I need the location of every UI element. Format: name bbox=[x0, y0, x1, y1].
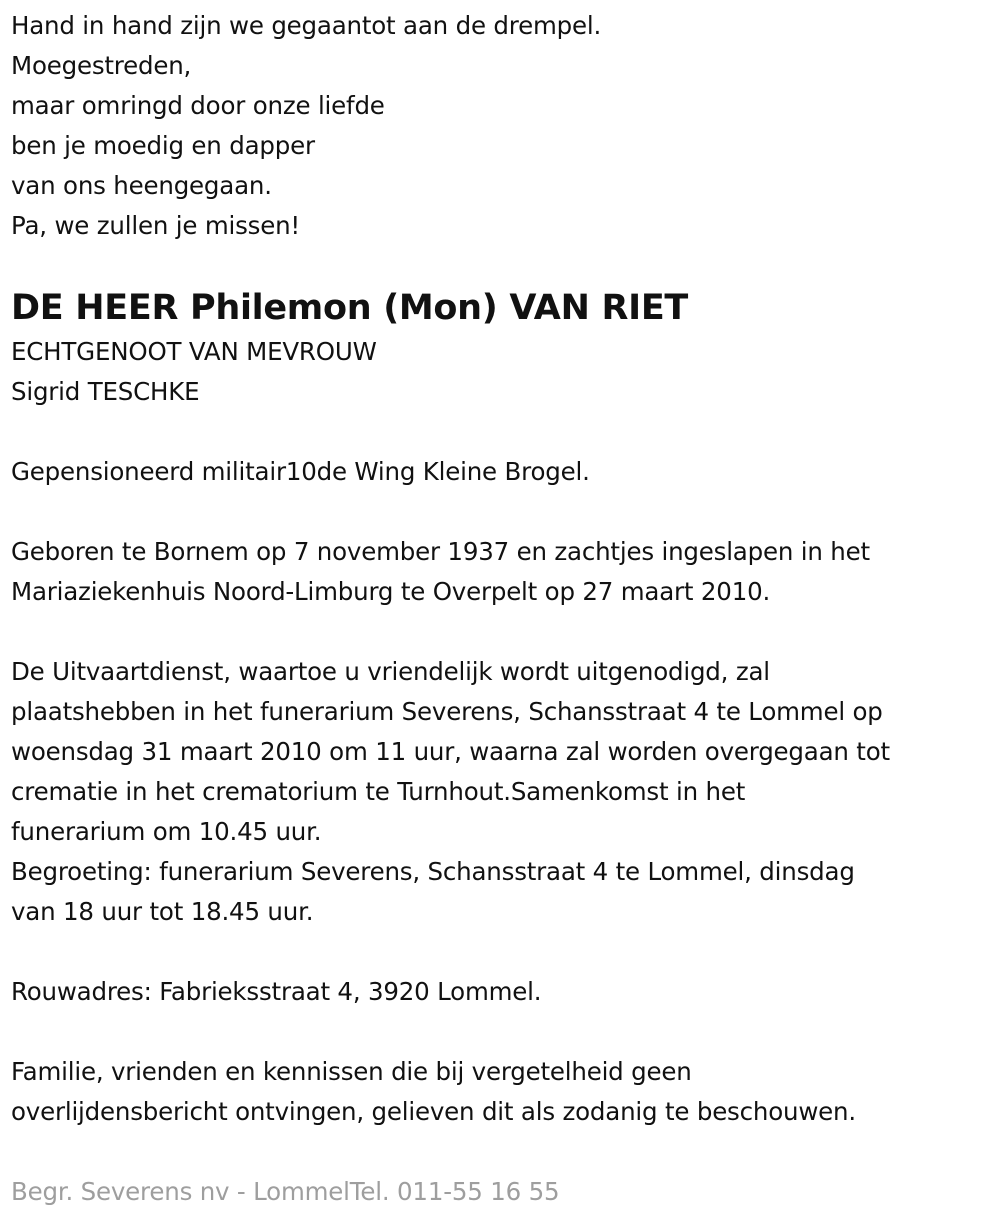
spacer bbox=[11, 1012, 1000, 1052]
poem-line: ben je moedig en dapper bbox=[11, 131, 315, 160]
poem-line: Hand in hand zijn we gegaantot aan de drempel. bbox=[11, 11, 602, 40]
paragraph-line: Geboren te Bornem op 7 november 1937 en zachtjes ingeslapen in het bbox=[11, 537, 870, 566]
service-paragraph bbox=[11, 652, 1000, 932]
paragraph-line: van 18 uur tot 18.45 uur. bbox=[11, 897, 314, 926]
paragraph-line: Familie, vrienden en kennissen die bij vergetelheid geen bbox=[11, 1057, 692, 1086]
paragraph-line: Begroeting: funerarium Severens, Schansstraat 4 te Lommel, dinsdag bbox=[11, 857, 855, 886]
poem-line: Moegestreden, bbox=[11, 51, 192, 80]
poem bbox=[11, 6, 1000, 246]
funeral-home-footer: Begr. Severens nv - LommelTel. 011-55 16 55 bbox=[11, 1177, 560, 1206]
poem-line: maar omringd door onze liefde bbox=[11, 91, 385, 120]
paragraph-line: funerarium om 10.45 uur. bbox=[11, 817, 322, 846]
deceased-name-title: DE HEER Philemon (Mon) VAN RIET bbox=[11, 288, 689, 328]
poem-line: Pa, we zullen je missen! bbox=[11, 211, 301, 240]
notice-paragraph bbox=[11, 1052, 1000, 1132]
spacer bbox=[11, 612, 1000, 652]
paragraph-line: crematie in het crematorium te Turnhout.Samenkomst in het bbox=[11, 777, 746, 806]
poem-line: van ons heengegaan. bbox=[11, 171, 272, 200]
occupation: Gepensioneerd militair10de Wing Kleine Brogel. bbox=[11, 457, 590, 486]
birth-death-paragraph bbox=[11, 532, 1000, 612]
paragraph-line: overlijdensbericht ontvingen, gelieven dit als zodanig te beschouwen. bbox=[11, 1097, 856, 1126]
paragraph-line: Mariaziekenhuis Noord-Limburg te Overpelt op 27 maart 2010. bbox=[11, 577, 771, 606]
spacer bbox=[11, 1132, 1000, 1172]
spacer bbox=[11, 932, 1000, 972]
paragraph-line: plaatshebben in het funerarium Severens, Schansstraat 4 te Lommel op bbox=[11, 697, 883, 726]
spouse-name: Sigrid TESCHKE bbox=[11, 377, 200, 406]
paragraph-line: woensdag 31 maart 2010 om 11 uur, waarna zal worden overgegaan tot bbox=[11, 737, 890, 766]
relation-label: ECHTGENOOT VAN MEVROUW bbox=[11, 337, 377, 366]
spacer bbox=[11, 492, 1000, 532]
mourning-address: Rouwadres: Fabrieksstraat 4, 3920 Lommel. bbox=[11, 977, 542, 1006]
paragraph-line: De Uitvaartdienst, waartoe u vriendelijk wordt uitgenodigd, zal bbox=[11, 657, 770, 686]
spacer bbox=[11, 412, 1000, 452]
